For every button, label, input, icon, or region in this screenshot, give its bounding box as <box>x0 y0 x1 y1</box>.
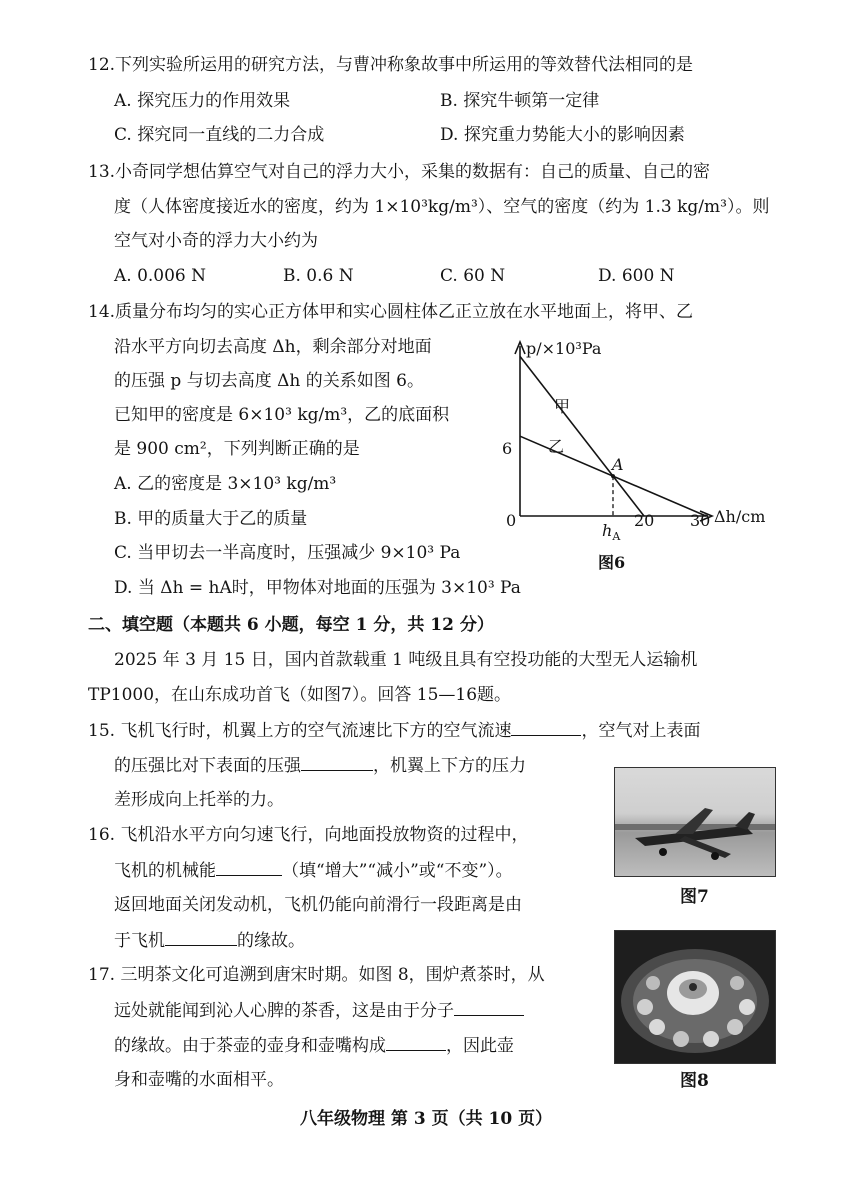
y-axis-label: p/×10³Pa <box>526 339 602 358</box>
q17-blank-1[interactable] <box>454 997 524 1016</box>
q16-text-5: 于飞机 <box>114 931 165 951</box>
q13-line2: 度（人体密度接近水的密度，约为 1×10³kg/m³）、空气的密度（约为 1.3 kg/m³）。则 <box>114 197 770 217</box>
q17-line4: 身和壶嘴的水面相平。 <box>114 1070 284 1090</box>
figure-6-caption: 图6 <box>598 553 626 572</box>
q14-line2: 沿水平方向切去高度 Δh，剩余部分对地面 <box>114 337 432 357</box>
q13-option-d: D. 600 N <box>598 266 675 286</box>
q13-option-c: C. 60 N <box>440 266 506 286</box>
q13-option-b: B. 0.6 N <box>283 266 354 286</box>
figure-7-caption: 图7 <box>680 887 709 907</box>
q17-text-3: 的缘故。由于茶壶的壶身和壶嘴构成 <box>114 1036 386 1056</box>
q13-line3: 空气对小奇的浮力大小约为 <box>114 231 318 251</box>
q13-line1: 13.小奇同学想估算空气对自己的浮力大小，采集的数据有：自己的质量、自己的密 <box>88 162 711 182</box>
x-tick-0: 0 <box>506 511 517 530</box>
q16-text-3: （填“增大”“减小”或“不变”）。 <box>282 861 513 881</box>
q16-blank-2[interactable] <box>165 927 237 946</box>
figure-8-photo <box>614 930 776 1064</box>
page-footer: 八年级物理 第 3 页（共 10 页） <box>300 1109 553 1129</box>
q17-text-2: 远处就能闻到沁人心脾的茶香，这是由于分子 <box>114 1001 454 1021</box>
q12-option-b: B. 探究牛顿第一定律 <box>440 91 600 111</box>
q15-line1 <box>88 717 700 744</box>
airplane-icon <box>615 768 775 876</box>
q12-option-c: C. 探究同一直线的二力合成 <box>114 125 325 145</box>
q17-line2 <box>114 997 524 1024</box>
q16-line1: 16. 飞机沿水平方向匀速飞行，向地面投放物资的过程中， <box>88 825 529 845</box>
figure-8-caption: 图8 <box>680 1071 709 1091</box>
x-axis-label: Δh/cm <box>714 507 766 526</box>
figure-7-photo <box>614 767 776 877</box>
q17-blank-2[interactable] <box>386 1032 446 1051</box>
intersection-point-a <box>611 474 615 478</box>
x-tick-hA: $h_A$ <box>602 521 621 543</box>
q14-line3: 的压强 p 与切去高度 Δh 的关系如图 6。 <box>114 371 424 391</box>
series-label-jia: 甲 <box>554 397 571 416</box>
q14-option-b: B. 甲的质量大于乙的质量 <box>114 509 308 529</box>
q17-line1: 17. 三明茶文化可追溯到唐宋时期。如图 8，围炉煮茶时，从 <box>88 965 545 985</box>
q12-option-d: D. 探究重力势能大小的影响因素 <box>440 125 685 145</box>
x-tick-30: 30 <box>690 511 711 530</box>
q15-line2 <box>114 752 526 779</box>
y-tick-6: 6 <box>502 439 513 458</box>
q14-line5: 是 900 cm²，下列判断正确的是 <box>114 439 360 459</box>
q16-line3: 返回地面关闭发动机，飞机仍能向前滑行一段距离是由 <box>114 895 522 915</box>
q16-line4 <box>114 927 305 954</box>
q16-text-2: 飞机的机械能 <box>114 861 216 881</box>
q14-line1: 14.质量分布均匀的实心正方体甲和实心圆柱体乙正立放在水平地面上，将甲、乙 <box>88 302 694 322</box>
q15-text-1: 15. 飞机飞行时，机翼上方的空气流速比下方的空气流速 <box>88 721 512 741</box>
q16-line2 <box>114 857 513 884</box>
q13-option-a: A. 0.006 N <box>114 266 207 286</box>
q17-line3 <box>114 1032 514 1059</box>
q15-line3: 差形成向上托举的力。 <box>114 790 284 810</box>
x-tick-20: 20 <box>634 511 655 530</box>
tea-stove-icon <box>615 931 775 1063</box>
q15-text-3: 的压强比对下表面的压强 <box>114 756 301 776</box>
figure-6-chart <box>490 330 790 580</box>
point-label-a: A <box>612 455 624 474</box>
section2-intro-line1: 2025 年 3 月 15 日，国内首款载重 1 吨级且具有空投功能的大型无人运输机 <box>114 650 698 670</box>
q17-text-4: ，因此壶 <box>446 1036 514 1056</box>
q12-stem: 12.下列实验所运用的研究方法，与曹冲称象故事中所运用的等效替代法相同的是 <box>88 55 694 75</box>
q14-line4: 已知甲的密度是 6×10³ kg/m³，乙的底面积 <box>114 405 450 425</box>
series-line-jia <box>520 356 644 516</box>
q16-blank-1[interactable] <box>216 857 282 876</box>
q14-option-c: C. 当甲切去一半高度时，压强减少 9×10³ Pa <box>114 543 461 563</box>
q16-text-6: 的缘故。 <box>237 931 305 951</box>
q15-text-2: ，空气对上表面 <box>581 721 701 741</box>
q15-blank-1[interactable] <box>511 717 581 736</box>
section2-intro-line2: TP1000，在山东成功首飞（如图7）。回答 15—16题。 <box>88 685 512 705</box>
q15-text-4: ，机翼上下方的压力 <box>373 756 526 776</box>
q14-option-a: A. 乙的密度是 3×10³ kg/m³ <box>114 474 337 494</box>
q15-blank-2[interactable] <box>301 752 373 771</box>
q14-option-d: D. 当 Δh = hA时，甲物体对地面的压强为 3×10³ Pa <box>114 578 521 598</box>
section2-heading: 二、填空题（本题共 6 小题，每空 1 分，共 12 分） <box>88 615 494 635</box>
series-label-yi: 乙 <box>548 437 565 456</box>
q12-option-a: A. 探究压力的作用效果 <box>114 91 291 111</box>
